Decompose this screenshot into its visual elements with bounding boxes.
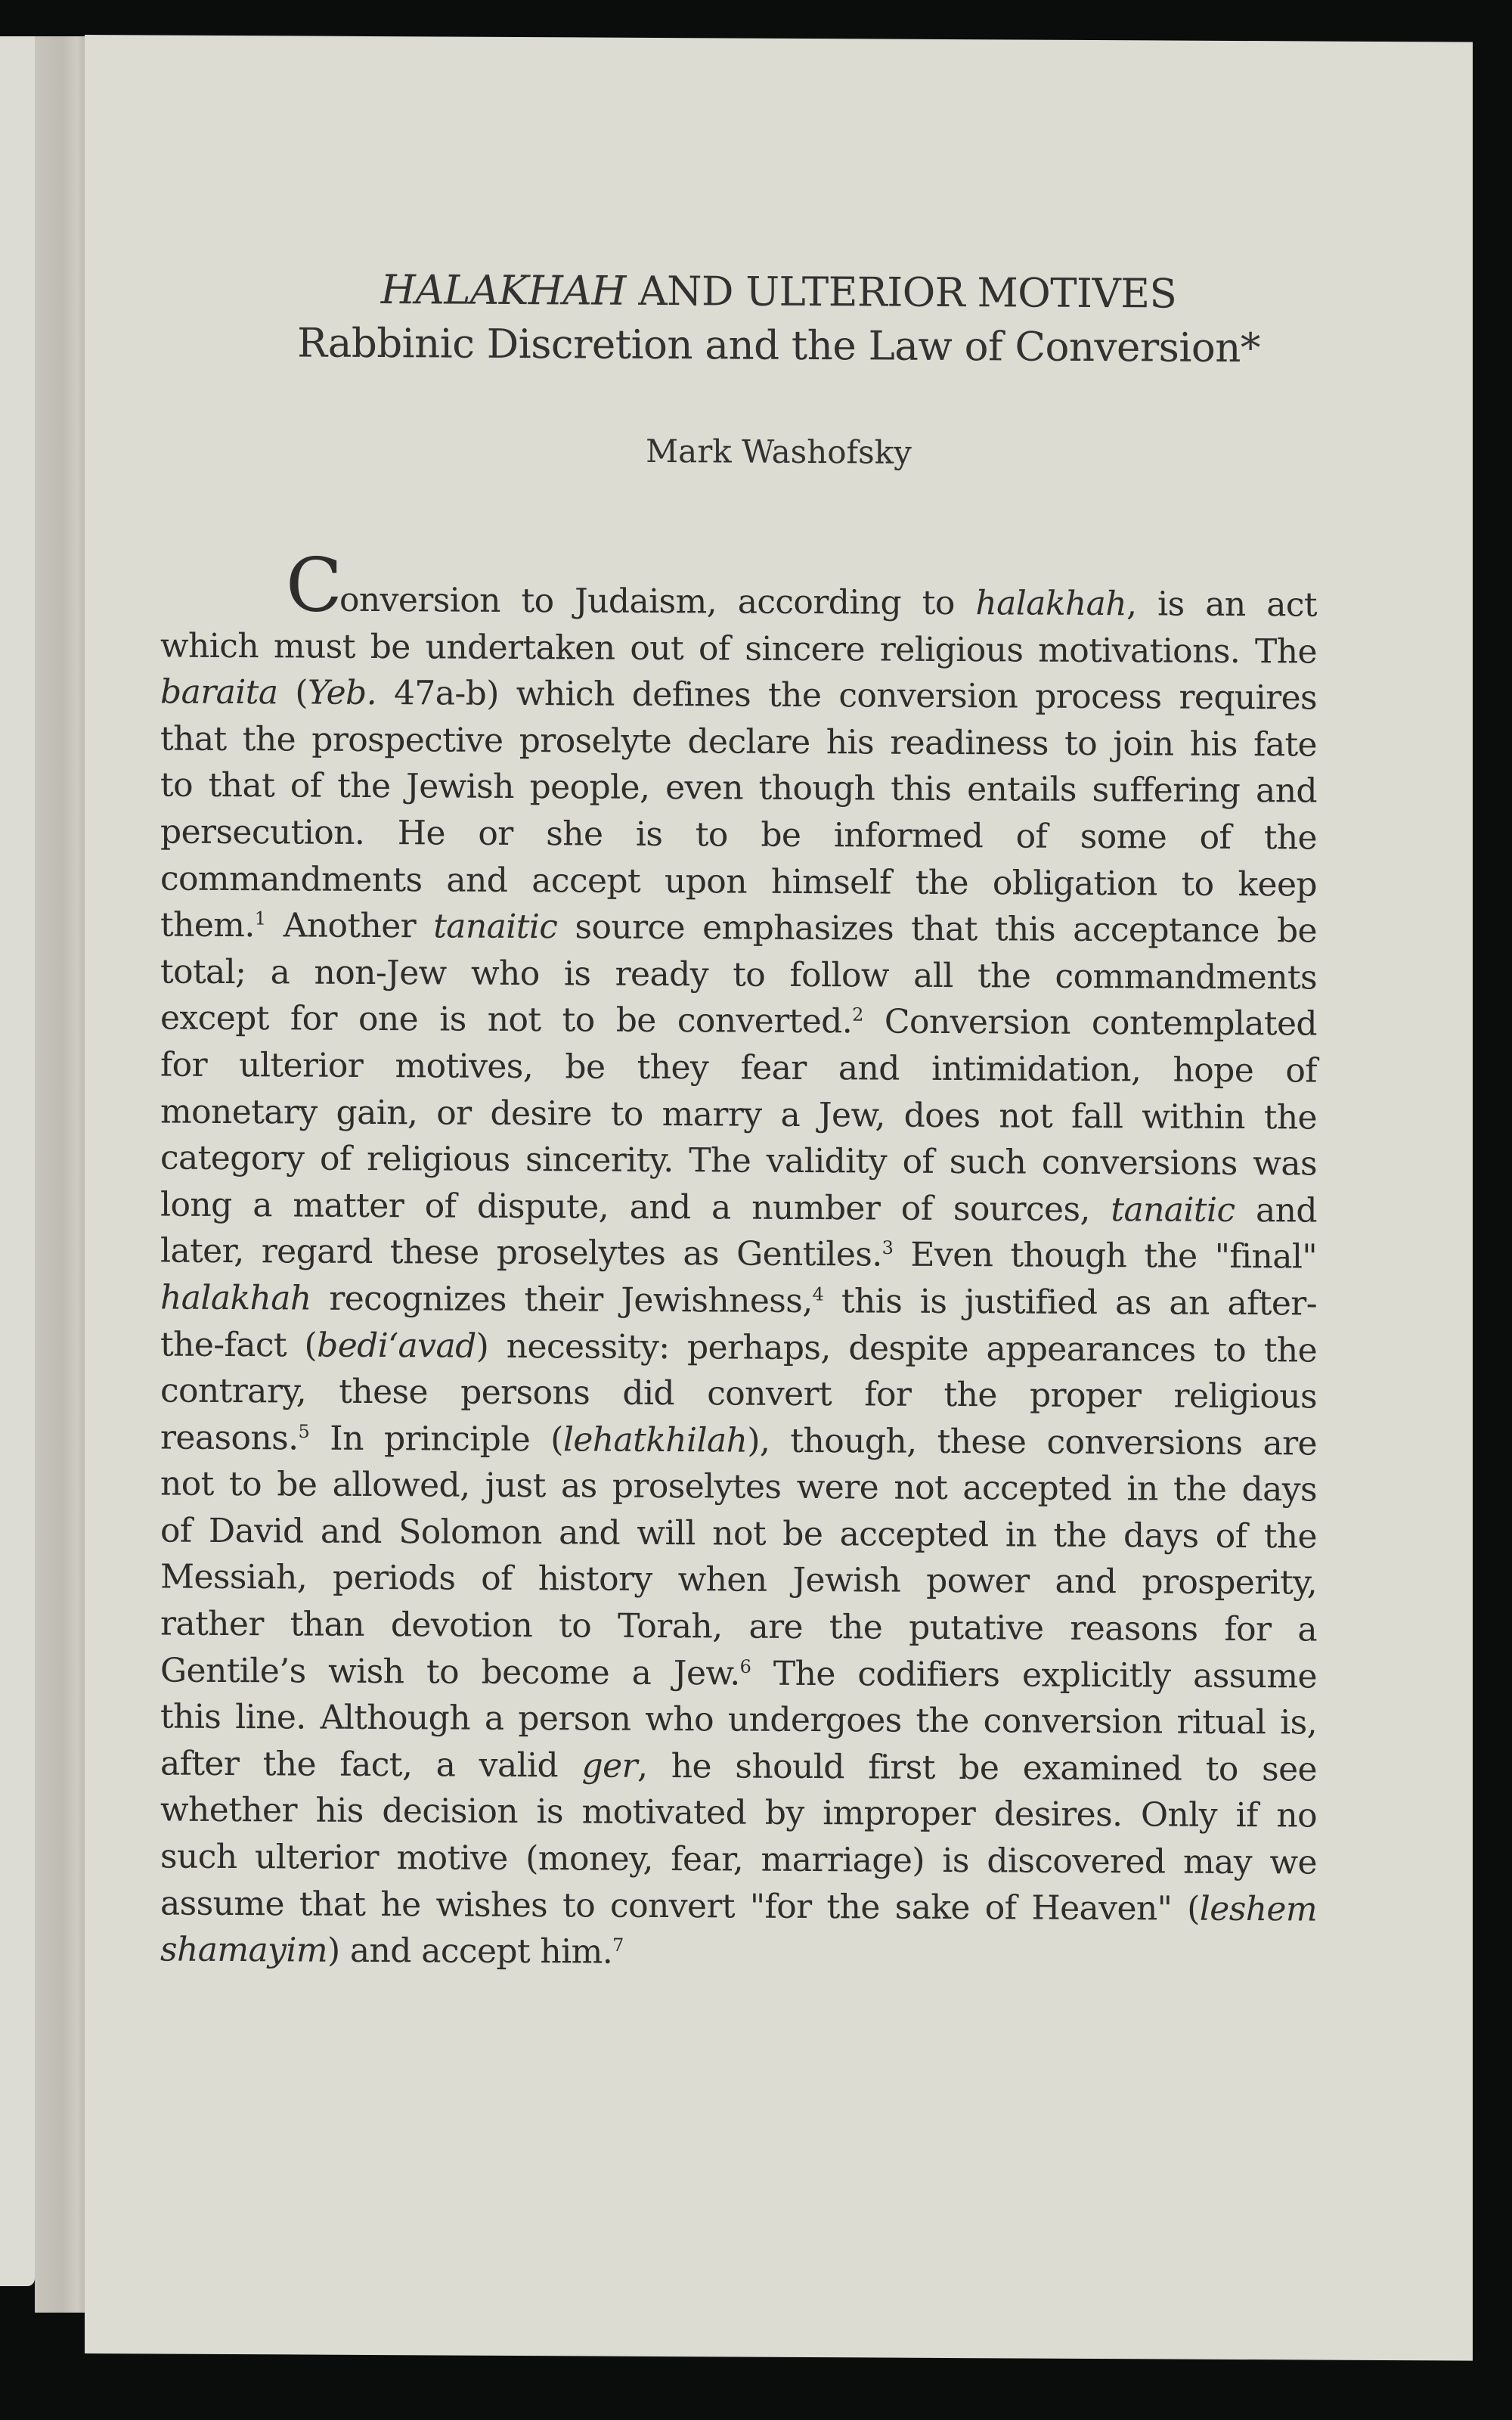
text-run: In principle ( [309,1419,563,1460]
italic-term: leshem [1199,1889,1317,1929]
body-line [160,995,1317,1048]
text-run: monetary gain, or desire to marry a Jew, does not fall within the [160,1092,1317,1137]
text-run: to that of the Jewish people, even though this entails suffering and [160,765,1317,811]
text-run: Gentile’s wish to become a Jew. [160,1651,740,1693]
text-run: source emphasizes that this acceptance be [557,908,1317,951]
body-line [160,1041,1317,1094]
body-line [160,1880,1317,1933]
article-title-line1 [85,265,1473,319]
text-run: assume that he wishes to convert "for the sake of Heaven" ( [160,1884,1200,1928]
text-run: reasons. [160,1418,299,1458]
text-run: , he should first be examined to see [637,1746,1317,1789]
article-subtitle: Rabbinic Discretion and the Law of Conversion* [297,320,1260,372]
italic-term: tanaitic [433,907,558,947]
text-run: onversion to Judaism, according to [339,580,976,623]
body-line [160,1694,1317,1747]
text-run: later, regard these proselytes as Gentiles. [160,1231,882,1274]
previous-page-edge [0,36,35,2286]
text-run: ) necessity: perhaps, despite appearances to the [476,1326,1318,1370]
drop-cap: C [286,542,339,629]
body-line [160,1414,1317,1467]
footnote-ref: 1 [254,908,266,929]
footnote-ref: 2 [852,1004,863,1026]
book-gutter [35,36,85,2313]
text-run: The codifiers explicitly assume [751,1654,1317,1696]
body-line [160,762,1317,815]
italic-term: halakhah [975,584,1127,624]
body-line [160,1647,1317,1700]
body-line [160,622,1317,675]
text-run: recognizes their Jewishness, [311,1279,813,1320]
text-run: them. [160,905,255,945]
body-line [160,1554,1317,1607]
text-run: after the fact, a valid [160,1744,582,1786]
text-run: persecution. He or she is to be informed of some of the [160,812,1317,858]
body-line [160,1601,1317,1654]
body-line [160,808,1317,861]
italic-term: ger [581,1746,637,1786]
body-line [160,1927,1317,1980]
article-body [160,542,1318,1980]
text-run: , is an act [1126,585,1317,625]
text-run: this is justified as an after- [823,1282,1317,1323]
article-author: Mark Washofsky [646,432,912,471]
text-run: category of religious sincerity. The validity of such conversions was [160,1138,1317,1184]
title-rest: AND ULTERIOR MOTIVES [626,268,1177,318]
footnote-ref: 7 [612,1934,624,1956]
text-run: which must be undertaken out of sincere religious motivations. The [160,626,1317,672]
text-run: except for one is not to be converted. [160,998,853,1041]
text-run: and [1235,1190,1317,1230]
footnote-ref: 4 [812,1283,824,1305]
body-line [160,1834,1317,1887]
body-line [160,1274,1317,1327]
text-run: this line. Although a person who undergoes the conversion ritual is, [160,1697,1317,1742]
text-run: ) and accept him. [327,1931,613,1972]
body-line [160,948,1317,1001]
italic-term: Yeb. [308,673,377,713]
footnote-ref: 5 [298,1420,310,1442]
text-run: for ulterior motives, be they fear and intimidation, hope of [160,1045,1317,1091]
text-run: Even though the "final" [893,1235,1318,1277]
footnote-ref: 6 [739,1655,751,1677]
body-line [160,542,1317,629]
italic-term: bedi‘avad [317,1326,476,1366]
text-run: of David and Solomon and will not be accepted in the days of the [160,1511,1317,1556]
italic-term: tanaitic [1111,1190,1235,1230]
body-line [160,1740,1317,1793]
body-line [160,1181,1317,1234]
title-italic-term: HALAKHAH [380,267,627,315]
text-run: ( [277,673,308,712]
italic-term: halakhah [160,1278,311,1318]
text-run: commandments and accept upon himself the obligation to keep [160,859,1317,904]
text-run: that the prospective proselyte declare his readiness to join his fate [160,719,1317,765]
text-run: Conversion contemplated [863,1002,1317,1044]
text-run: contrary, these persons did convert for the proper religious [160,1371,1317,1416]
body-line [160,669,1317,722]
body-line [160,1787,1317,1840]
body-line [160,1368,1317,1421]
text-run: 47a-b) which defines the conversion process requires [376,674,1317,718]
text-run: Messiah, periods of history when Jewish power and prosperity, [160,1557,1317,1603]
body-line [160,1135,1317,1188]
body-line [160,1461,1317,1514]
italic-term: shamayim [160,1930,327,1970]
body-line [160,902,1317,955]
body-line [160,1321,1317,1374]
body-line [160,1088,1317,1141]
text-run: the-fact ( [160,1325,318,1365]
body-line [160,855,1317,908]
text-run: long a matter of dispute, and a number of sources, [160,1185,1111,1229]
text-run: such ulterior motive (money, fear, marriage) is discovered may we [160,1837,1317,1882]
book-page [85,35,1473,2361]
italic-term: lehatkhilah [562,1420,748,1460]
text-run: ), though, these conversions are [747,1421,1317,1463]
italic-term: baraita [160,672,278,712]
footnote-ref: 3 [881,1237,894,1259]
text-run: not to be allowed, just as proselytes were not accepted in the days [160,1464,1317,1509]
text-run: whether his decision is motivated by improper desires. Only if no [160,1790,1317,1835]
body-line [160,1228,1317,1281]
body-line [160,1507,1317,1560]
text-run: Another [265,906,434,946]
text-run: total; a non-Jew who is ready to follow all the commandments [160,952,1317,997]
body-line [160,715,1317,768]
text-run: rather than devotion to Torah, are the putative reasons for a [160,1604,1317,1649]
